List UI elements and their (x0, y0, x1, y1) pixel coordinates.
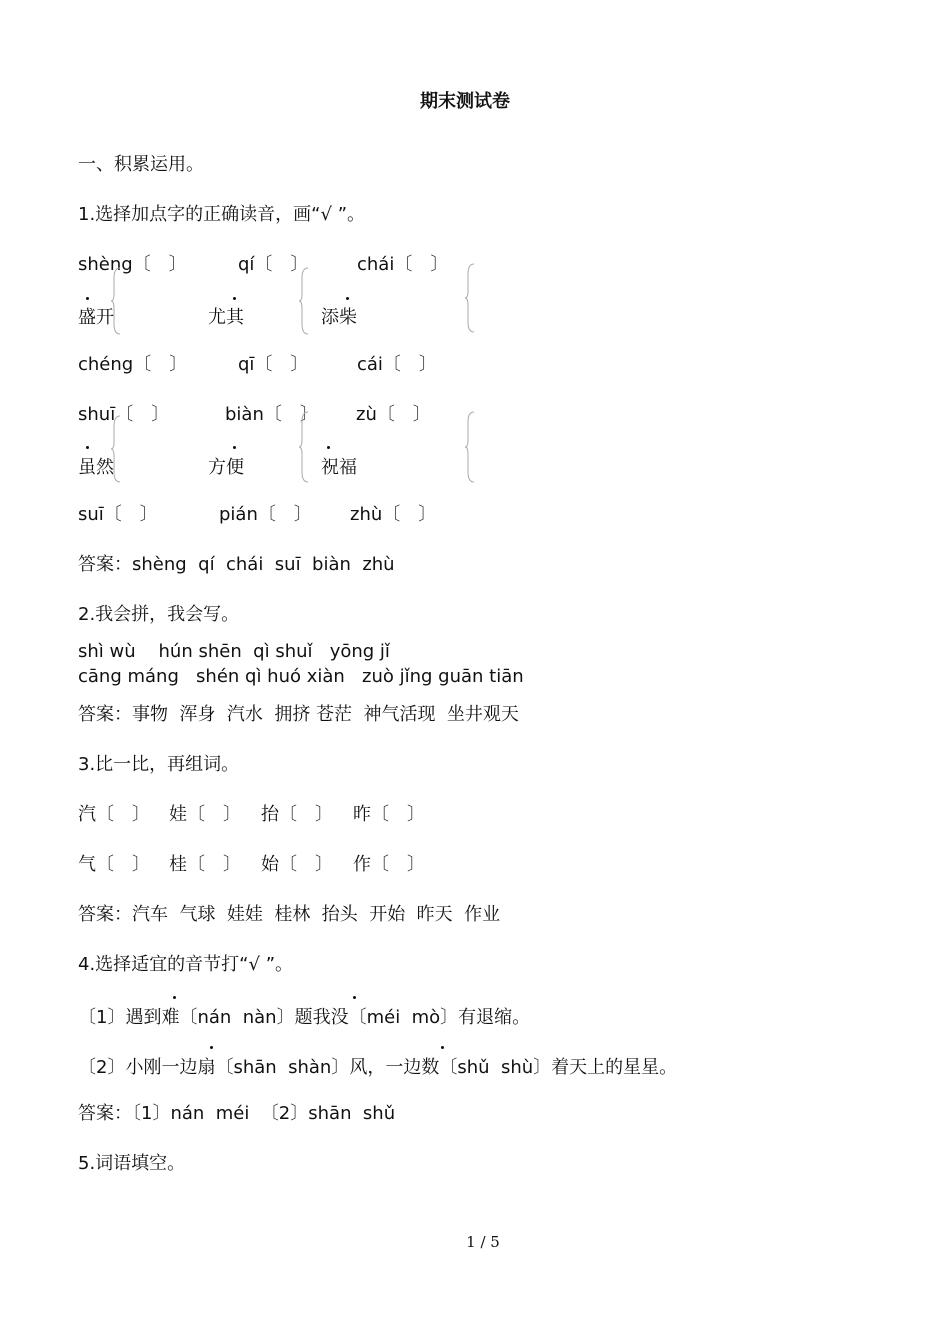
q2-answer: 答案：事物 浑身 汽水 拥挤 苍茫 神气活现 坐井观天 (78, 704, 519, 725)
q3-row2-item: 始〔 〕 (261, 854, 333, 875)
q1-g2-option-1: shuī〔 〕 (78, 404, 170, 425)
q1-g2-option-2: biàn〔 〕 (225, 404, 318, 425)
q5-heading: 5.词语填空。 (78, 1153, 186, 1174)
section-heading: 一、积累运用。 (78, 154, 204, 175)
emphasis-dot (353, 996, 356, 999)
q3-row2-item: 桂〔 〕 (169, 854, 241, 875)
q1-g1-option-3: chái〔 〕 (357, 254, 449, 275)
emphasis-dot (210, 1046, 213, 1049)
emphasis-dot (441, 1046, 444, 1049)
q1-heading: 1.选择加点字的正确读音，画“√ ”。 (78, 204, 366, 225)
emphasis-dot (346, 297, 349, 300)
emphasis-dot (233, 297, 236, 300)
q3-row1-item: 抬〔 〕 (261, 804, 333, 825)
q3-row1-item: 汽〔 〕 (78, 804, 150, 825)
q1-g2-option-6: zhù〔 〕 (350, 504, 437, 525)
q1-g1-word-3: 添柴 (321, 307, 357, 328)
q4-heading: 4.选择适宜的音节打“√ ”。 (78, 954, 294, 975)
emphasis-dot (233, 446, 236, 449)
q1-g1-word-2: 尤其 (208, 307, 244, 328)
q2-pinyin-line-1: shì wù hún shēn qì shuǐ yōng jǐ (78, 641, 390, 662)
q1-g2-word-1: 虽然 (78, 457, 114, 478)
q1-g1-option-2: qí〔 〕 (238, 254, 309, 275)
q1-g2-option-3: zù〔 〕 (356, 404, 431, 425)
q3-row2-item: 作〔 〕 (353, 854, 425, 875)
q1-g2-word-3: 祝福 (321, 457, 357, 478)
brace-icon (110, 266, 122, 336)
q3-row1-item: 昨〔 〕 (353, 804, 425, 825)
q2-heading: 2.我会拼，我会写。 (78, 604, 240, 625)
q3-row2-item: 气〔 〕 (78, 854, 150, 875)
emphasis-dot (173, 996, 176, 999)
emphasis-dot (327, 446, 330, 449)
q3-heading: 3.比一比，再组词。 (78, 754, 240, 775)
page-title: 期末测试卷 (420, 91, 510, 112)
q1-g1-option-4: chéng〔 〕 (78, 354, 188, 375)
emphasis-dot (86, 297, 89, 300)
q2-pinyin-line-2: cāng máng shén qì huó xiàn zuò jǐng guān tiān (78, 666, 524, 687)
q1-g2-word-2: 方便 (208, 457, 244, 478)
page-number: 1 / 5 (466, 1233, 500, 1251)
q4-item-2: 〔2〕小刚一边扇〔shān shàn〕风，一边数〔shǔ shù〕着天上的星星。 (78, 1057, 678, 1078)
brace-icon (298, 266, 310, 336)
q3-answer: 答案：汽车 气球 娃娃 桂林 抬头 开始 昨天 作业 (78, 904, 501, 925)
brace-icon (298, 410, 310, 484)
q1-g1-option-1: shèng〔 〕 (78, 254, 187, 275)
q3-row1-item: 娃〔 〕 (169, 804, 241, 825)
q4-answer: 答案：〔1〕nán méi 〔2〕shān shǔ (78, 1103, 396, 1124)
brace-icon (464, 262, 476, 334)
q1-answer: 答案：shèng qí chái suī biàn zhù (78, 554, 395, 575)
q1-g1-word-1: 盛开 (78, 307, 114, 328)
q1-g1-option-5: qī〔 〕 (238, 354, 309, 375)
brace-icon (110, 414, 122, 484)
q1-g2-option-5: pián〔 〕 (219, 504, 312, 525)
q1-g2-option-4: suī〔 〕 (78, 504, 158, 525)
q4-item-1: 〔1〕遇到难〔nán nàn〕题我没〔méi mò〕有退缩。 (78, 1007, 531, 1028)
brace-icon (464, 410, 476, 484)
q1-g1-option-6: cái〔 〕 (357, 354, 437, 375)
emphasis-dot (86, 446, 89, 449)
